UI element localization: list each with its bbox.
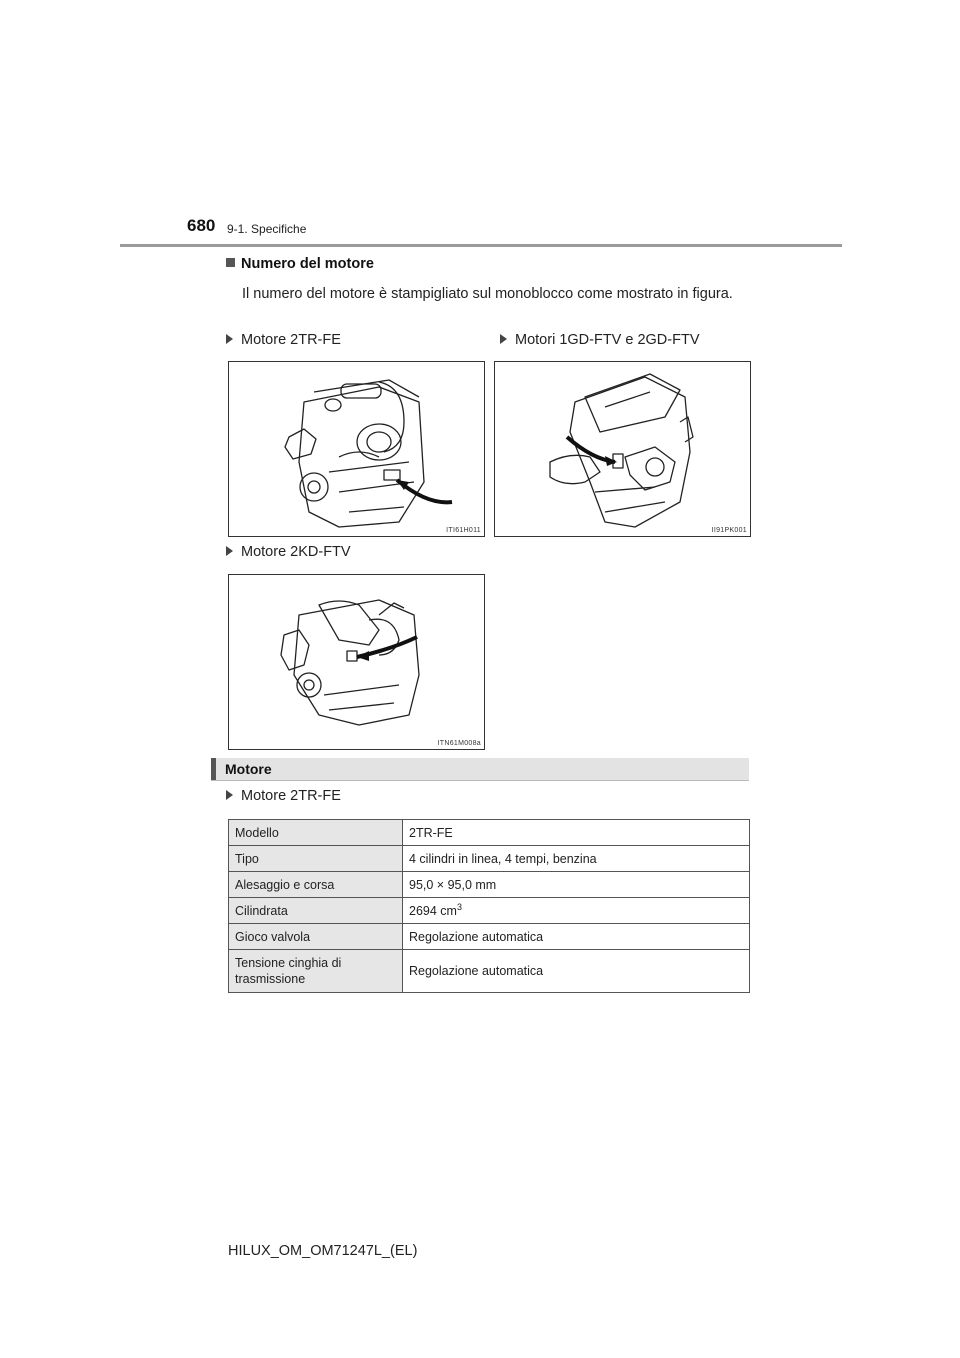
figure-label-2tr-fe: Motore 2TR-FE — [226, 332, 341, 348]
figure-label-2kd-ftv: Motore 2KD-FTV — [226, 544, 351, 560]
unit-superscript: 3 — [456, 902, 462, 913]
engine-number-heading — [226, 256, 374, 272]
spec-key: Modello — [229, 820, 403, 846]
engine-2tr-fe-illustration — [229, 362, 485, 537]
engine-2kd-ftv-illustration — [229, 575, 485, 750]
table-row — [229, 898, 750, 924]
table-row — [229, 950, 750, 993]
engine-number-description: Il numero del motore è stampigliato sul monoblocco come mostrato in figura. — [242, 286, 733, 302]
section-title: Motore — [225, 761, 272, 777]
engine-spec-table — [228, 819, 750, 993]
section-reference: 9-1. Specifiche — [227, 222, 307, 236]
figure-code: ITN61M008a — [437, 740, 481, 747]
spec-value: Regolazione automatica — [403, 950, 750, 993]
spec-key: Cilindrata — [229, 898, 403, 924]
square-bullet-icon — [226, 258, 235, 267]
section-bar-accent — [211, 758, 216, 780]
section-bar-motore — [211, 758, 749, 781]
figure-label-1gd-2gd: Motori 1GD-FTV e 2GD-FTV — [500, 332, 700, 348]
page-number: 680 — [187, 216, 216, 235]
engine-number-title: Numero del motore — [241, 256, 374, 272]
table-row — [229, 846, 750, 872]
spec-value: 2694 $cm^3$ — [403, 898, 750, 924]
figure-code: ITI61H011 — [446, 527, 481, 534]
spec-key: Tipo — [229, 846, 403, 872]
triangle-bullet-icon — [500, 334, 507, 344]
spec-key: Alesaggio e corsa — [229, 872, 403, 898]
engine-1gd-2gd-illustration — [495, 362, 751, 537]
spec-value: 2TR-FE — [403, 820, 750, 846]
engine-subtitle: Motore 2TR-FE — [226, 788, 341, 804]
spec-value: Regolazione automatica — [403, 924, 750, 950]
spec-value: 95,0 × 95,0 mm — [403, 872, 750, 898]
table-row — [229, 820, 750, 846]
triangle-bullet-icon — [226, 334, 233, 344]
engine-figure-2tr-fe — [228, 361, 485, 537]
figure-code: II91PK001 — [711, 527, 747, 534]
document-code: HILUX_OM_OM71247L_(EL) — [228, 1243, 418, 1259]
spec-key: Gioco valvola — [229, 924, 403, 950]
header-divider — [120, 244, 842, 247]
spec-value: 4 cilindri in linea, 4 tempi, benzina — [403, 846, 750, 872]
engine-figure-2kd-ftv — [228, 574, 485, 750]
triangle-bullet-icon — [226, 546, 233, 556]
spec-key: Tensione cinghia di trasmissione — [229, 950, 403, 993]
table-row — [229, 924, 750, 950]
engine-figure-1gd-2gd — [494, 361, 751, 537]
table-row — [229, 872, 750, 898]
triangle-bullet-icon — [226, 790, 233, 800]
